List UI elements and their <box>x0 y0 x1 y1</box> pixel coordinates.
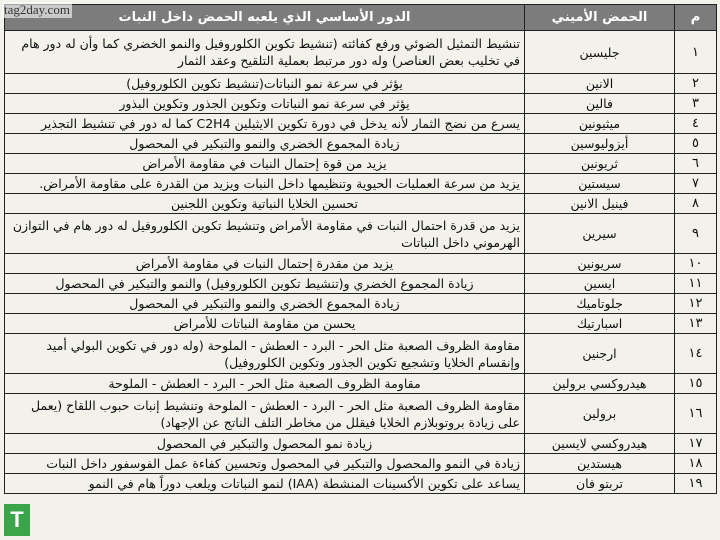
amino-acid-role: يؤثر في سرعة نمو النباتات وتكوين الجذور وتكوين البذور <box>5 94 525 114</box>
amino-acid-name: سيستين <box>525 174 675 194</box>
site-watermark: tag2day.com <box>4 2 70 17</box>
amino-acid-table <box>4 4 717 494</box>
table-row <box>5 31 717 74</box>
amino-acid-name: هيدروكسي لايسين <box>525 434 675 454</box>
amino-acid-role: زيادة المجموع الخضري و(تنشيط تكوين الكلوروفيل) والنمو والتبكير في المحصول <box>5 274 525 294</box>
amino-acid-role: يحسن من مقاومة النباتات للأمراض <box>5 314 525 334</box>
row-number: ١ <box>675 31 717 74</box>
amino-acid-name: تربتو فان <box>525 474 675 494</box>
amino-acid-name: ميثيونين <box>525 114 675 134</box>
amino-acid-name: أيزوليوسين <box>525 134 675 154</box>
table-body <box>5 31 717 494</box>
amino-acid-name: هيدروكسي برولين <box>525 374 675 394</box>
row-number: ١٤ <box>675 334 717 374</box>
table-row <box>5 114 717 134</box>
row-number: ٩ <box>675 214 717 254</box>
table-row <box>5 134 717 154</box>
amino-acid-name: الانين <box>525 74 675 94</box>
table-row <box>5 314 717 334</box>
row-number: ١٧ <box>675 434 717 454</box>
amino-acid-role: يزيد من سرعة العمليات الحيوية وتنظيمها داخل النبات ويزيد من القدرة على مقاومة الأمراض. <box>5 174 525 194</box>
table-row <box>5 254 717 274</box>
amino-acid-name: جلوتاميك <box>525 294 675 314</box>
amino-acid-role: يسرع من نضج الثمار لأنه يدخل في دورة تكوين الايثيلين C2H4 كما له دور في تنشيط التجذير <box>5 114 525 134</box>
header-number: م <box>675 5 717 31</box>
header-amino-acid: الحمض الأميني <box>525 5 675 31</box>
amino-acid-role: يزيد من قدرة احتمال النبات في مقاومة الأمراض وتنشيط تكوين الكلوروفيل له دور هام في التوازن الهرموني داخل النباتات <box>5 214 525 254</box>
table-row <box>5 374 717 394</box>
amino-acid-name: سيرين <box>525 214 675 254</box>
amino-acid-name: فالين <box>525 94 675 114</box>
table-row <box>5 94 717 114</box>
row-number: ١٢ <box>675 294 717 314</box>
row-number: ١٥ <box>675 374 717 394</box>
row-number: ٧ <box>675 174 717 194</box>
table-row <box>5 214 717 254</box>
amino-acid-role: يزيد من مقدرة إحتمال النبات في مقاومة الأمراض <box>5 254 525 274</box>
row-number: ٨ <box>675 194 717 214</box>
row-number: ١٣ <box>675 314 717 334</box>
header-row <box>5 5 717 31</box>
amino-acid-role: يؤثر في سرعة نمو النباتات(تنشيط تكوين الكلوروفيل) <box>5 74 525 94</box>
amino-acid-name: فينيل الانين <box>525 194 675 214</box>
amino-acid-role: تحسين الخلايا النباتية وتكوين اللجنين <box>5 194 525 214</box>
row-number: ١٩ <box>675 474 717 494</box>
amino-acid-name: ارجنين <box>525 334 675 374</box>
amino-acid-role: مقاومة الظروف الصعبة مثل الحر - البرد - العطش - الملوحة <box>5 374 525 394</box>
header-role: الدور الأساسي الذي يلعبه الحمض داخل النبات <box>5 5 525 31</box>
table-row <box>5 454 717 474</box>
amino-acid-name: سريونين <box>525 254 675 274</box>
amino-acid-name: جليسين <box>525 31 675 74</box>
row-number: ١٨ <box>675 454 717 474</box>
row-number: ٣ <box>675 94 717 114</box>
table-row <box>5 334 717 374</box>
table-row <box>5 434 717 454</box>
row-number: ٥ <box>675 134 717 154</box>
amino-acid-role: زيادة نمو المحصول والتبكير في المحصول <box>5 434 525 454</box>
table-row <box>5 394 717 434</box>
row-number: ١٦ <box>675 394 717 434</box>
amino-acid-role: يزيد من قوة إحتمال النبات في مقاومة الأمراض <box>5 154 525 174</box>
table-row <box>5 274 717 294</box>
amino-acid-name: برولين <box>525 394 675 434</box>
table-row <box>5 154 717 174</box>
amino-acid-role: مقاومة الظروف الصعبة مثل الحر - البرد - العطش - الملوحة (وله دور في تكوين البولي أميد وإنقسام الخلايا وتشجيع تكوين الجذور وتكوين الكلوروفيل) <box>5 334 525 374</box>
amino-acid-name: ايسين <box>525 274 675 294</box>
table-row <box>5 474 717 494</box>
table-row <box>5 74 717 94</box>
amino-acid-name: ثريونين <box>525 154 675 174</box>
table-row <box>5 194 717 214</box>
table-row <box>5 174 717 194</box>
row-number: ٢ <box>675 74 717 94</box>
row-number: ٤ <box>675 114 717 134</box>
amino-acid-name: هيستدين <box>525 454 675 474</box>
row-number: ٦ <box>675 154 717 174</box>
amino-acid-role: تنشيط التمثيل الضوئي ورفع كفائته (تنشيط تكوين الكلوروفيل والنمو الخضري كما وأن له دور هام في تخليب بعض العناصر) وله دور مرتبط بعملية التلقيح وعقد الثمار <box>5 31 525 74</box>
table-row <box>5 294 717 314</box>
row-number: ١١ <box>675 274 717 294</box>
amino-acid-role: زيادة المجموع الخضري والنمو والتبكير في المحصول <box>5 134 525 154</box>
amino-acid-role: مقاومة الظروف الصعبة مثل الحر - البرد - العطش - الملوحة وتنشيط إنبات حبوب اللقاح (يعمل على زيادة بروتوبلازم الخلايا فيقلل من مخاطر التلف الناتج عن الإجهاد) <box>5 394 525 434</box>
amino-acid-name: اسبارتيك <box>525 314 675 334</box>
amino-acid-role: زيادة المجموع الخضري والنمو والتبكير في المحصول <box>5 294 525 314</box>
amino-acid-role: زيادة في النمو والمحصول والتبكير في المحصول وتحسين كفاءة عمل الفوسفور داخل النبات <box>5 454 525 474</box>
site-logo: T <box>4 504 30 536</box>
row-number: ١٠ <box>675 254 717 274</box>
amino-acid-role: يساعد على تكوين الأكسينات المنشطة (IAA) لنمو النباتات ويلعب دوراً هام في النمو <box>5 474 525 494</box>
